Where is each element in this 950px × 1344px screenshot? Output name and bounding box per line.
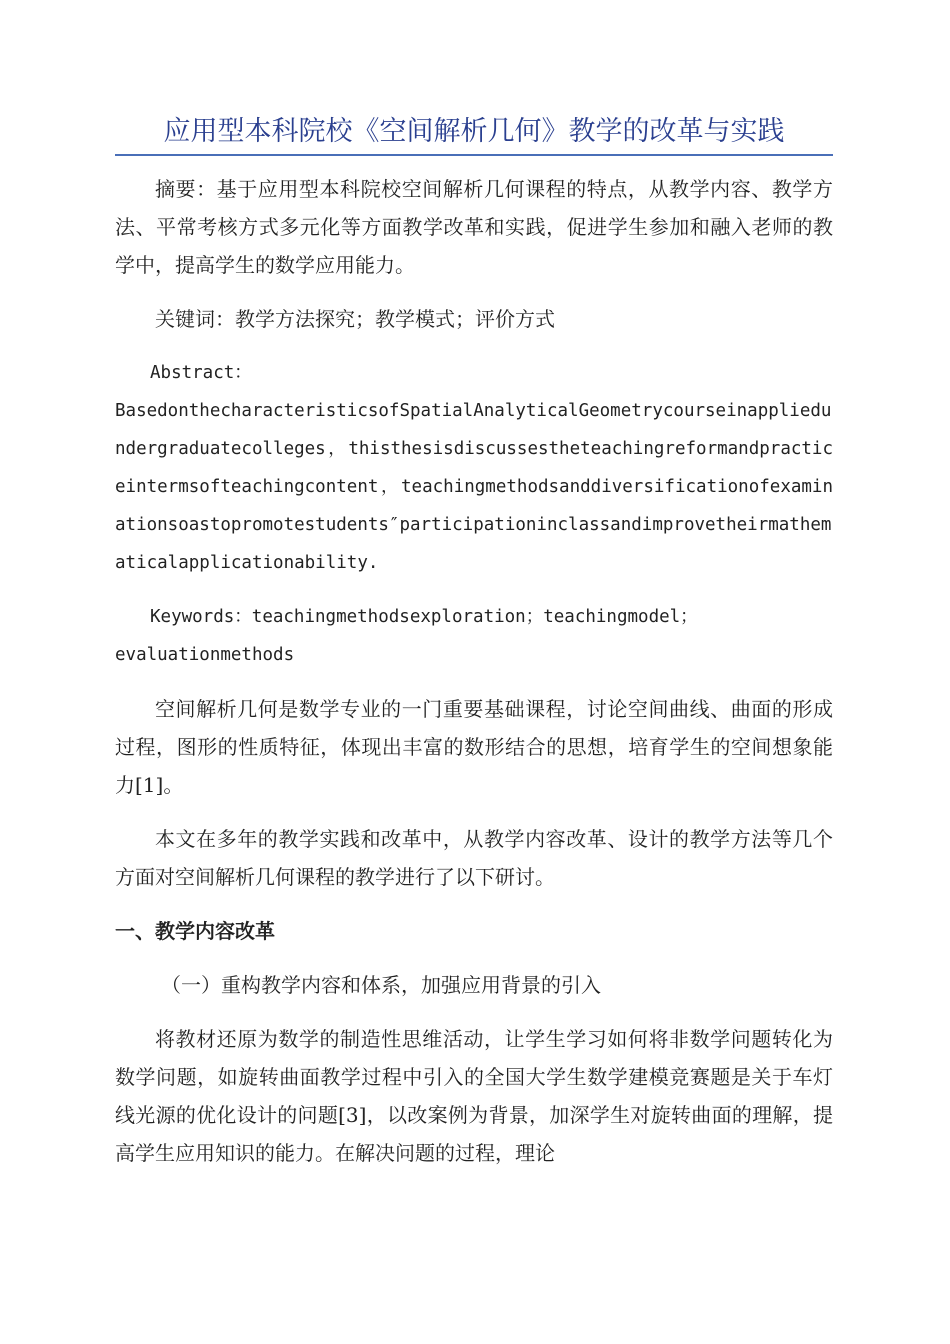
abstract-en-label: Abstract：: [150, 363, 252, 383]
abstract-en: BasedonthecharacteristicsofSpatialAnalyticalGeometrycourseinappliedundergraduatecolleges，thisthesisdiscussestheteachingreformandpracticeintermsofteachingcontent，teachingmethodsanddiversificationofexaminationsoastopromotestudents″participationinclassandimprovetheirmathematicalapplicationability.: [115, 401, 833, 573]
subsection-heading: （一）重构教学内容和体系，加强应用背景的引入: [161, 973, 601, 997]
abstract-cn: 摘要：基于应用型本科院校空间解析几何课程的特点，从教学内容、教学方法、平常考核方式多元化等方面教学改革和实践，促进学生参加和融入老师的教学中，提高学生的数学应用能力。: [115, 177, 833, 277]
section-heading: 一、教学内容改革: [115, 919, 275, 943]
paragraph-intro: 空间解析几何是数学专业的一门重要基础课程，讨论空间曲线、曲面的形成过程，图形的性质特征，体现出丰富的数形结合的思想，培育学生的空间想象能力[1]。: [115, 697, 833, 797]
document-page: [115, 112, 833, 1172]
document-title: 应用型本科院校《空间解析几何》教学的改革与实践: [115, 112, 833, 156]
paragraph-scope: 本文在多年的教学实践和改革中，从教学内容改革、设计的教学方法等几个方面对空间解析几何课程的教学进行了以下研讨。: [115, 827, 833, 889]
paragraph-content: 将教材还原为数学的制造性思维活动，让学生学习如何将非数学问题转化为数学问题，如旋转曲面教学过程中引入的全国大学生数学建模竞赛题是关于车灯线光源的优化设计的问题[3]，以改案例为背景，加深学生对旋转曲面的理解，提高学生应用知识的能力。在解决问题的过程，理论: [115, 1027, 833, 1165]
keywords-en-line1: Keywords：teachingmethodsexploration；teachingmodel；: [150, 607, 698, 627]
keywords-cn: 关键词：教学方法探究；教学模式；评价方式: [155, 307, 555, 331]
keywords-en-line2: evaluationmethods: [115, 645, 295, 665]
